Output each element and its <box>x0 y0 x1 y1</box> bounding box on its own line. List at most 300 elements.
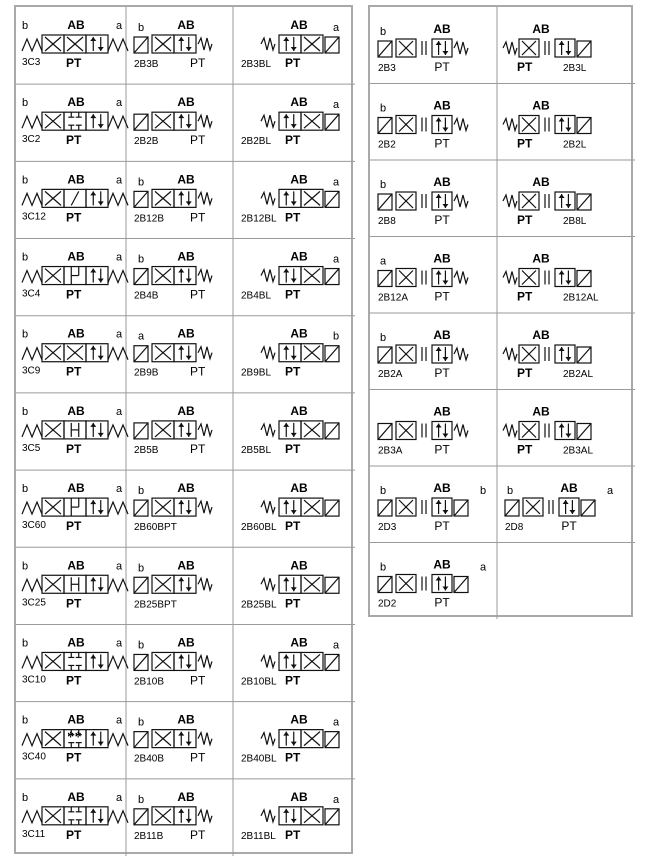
spring-icon <box>261 347 275 359</box>
valve-symbol-cell <box>22 18 128 70</box>
valve-box-icon <box>174 498 196 516</box>
valve-code: 2B60BPT <box>134 522 177 534</box>
valve-symbol-cell <box>22 481 128 533</box>
valve-symbol-cell <box>22 635 128 687</box>
valve-symbol-cell <box>503 175 591 227</box>
port-label-pt: PT <box>66 210 82 225</box>
arrowhead-icon <box>436 500 442 504</box>
flow-line-icon <box>71 191 78 205</box>
port-label-ab: AB <box>177 95 195 110</box>
valve-box-icon <box>432 422 452 440</box>
valve-symbol-cell <box>22 250 128 302</box>
valve-code: 3C60 <box>22 520 46 532</box>
solenoid-slash-icon <box>325 346 339 362</box>
port-label-ab: AB <box>433 557 451 572</box>
spring-icon <box>261 192 275 204</box>
valve-code: 2B25BPT <box>134 599 177 611</box>
arrowhead-icon <box>178 500 184 504</box>
spring-icon <box>22 656 42 668</box>
port-label-b: b <box>22 174 29 187</box>
solenoid-slash-icon <box>134 423 148 439</box>
solenoid-slash-icon <box>378 118 392 134</box>
port-label-b: b <box>138 485 145 498</box>
valve-code: 2B12A <box>378 292 409 304</box>
valve-code: 3C5 <box>22 442 41 454</box>
valve-code: 2B5B <box>134 444 159 456</box>
port-label-ab: AB <box>177 403 195 418</box>
arrowhead-icon <box>90 423 96 427</box>
valve-code: 2B3B <box>134 59 159 70</box>
port-label-b: b <box>138 639 145 652</box>
port-label-b: b <box>22 20 29 32</box>
arrowhead-icon <box>291 664 297 668</box>
port-label-ab: AB <box>290 172 308 187</box>
arrowhead-icon <box>559 194 565 198</box>
port-label-pt: PT <box>434 519 450 533</box>
valve-code: 3C40 <box>22 751 46 763</box>
port-label-pt: PT <box>434 442 450 457</box>
valve-code: 2B60BL <box>241 522 277 534</box>
valve-box-icon <box>86 267 108 285</box>
spring-icon <box>108 656 128 668</box>
arrowhead-icon <box>90 269 96 273</box>
arrowhead-icon <box>178 809 184 813</box>
port-label-ab: AB <box>67 326 85 341</box>
valve-symbol-cell <box>378 405 468 457</box>
arrowhead-icon <box>283 191 289 195</box>
spring-icon <box>261 578 275 590</box>
arrowhead-icon <box>291 510 297 514</box>
solenoid-slash-icon <box>577 424 591 440</box>
valve-code: 2B2 <box>378 139 396 151</box>
arrowhead-icon <box>565 128 571 132</box>
spring-icon <box>503 195 517 207</box>
port-label-pt: PT <box>434 366 450 380</box>
valve-code: 2B12B <box>134 213 165 225</box>
port-label-b: b <box>138 562 145 575</box>
spring-icon <box>261 424 275 436</box>
arrowhead-icon <box>283 37 289 41</box>
port-label-pt: PT <box>285 441 301 456</box>
valve-box-icon <box>174 652 196 670</box>
right-symbol-grid <box>370 7 635 619</box>
port-label-ab: AB <box>67 18 85 32</box>
port-label-ab: AB <box>177 249 195 264</box>
spring-icon <box>198 655 212 667</box>
port-label-ab: AB <box>177 172 195 187</box>
port-label-ab: AB <box>290 558 308 573</box>
port-label-b: b <box>22 714 29 727</box>
port-label-ab: AB <box>290 403 308 418</box>
arrowhead-icon <box>98 124 104 128</box>
arrowhead-icon <box>186 201 192 205</box>
port-label-ab: AB <box>67 789 85 804</box>
valve-center-box-icon <box>64 112 86 130</box>
solenoid-slash-icon <box>577 194 591 210</box>
port-label-a: a <box>116 483 123 496</box>
port-label-pt: PT <box>66 287 82 302</box>
port-label-ab: AB <box>177 712 195 727</box>
valve-symbol-cell <box>503 328 593 380</box>
port-label-b: b <box>22 97 29 110</box>
valve-code: 2B3 <box>378 63 396 74</box>
arrowhead-icon <box>436 118 442 122</box>
port-label-ab: AB <box>532 251 550 266</box>
valve-box-icon <box>279 730 301 748</box>
arrowhead-icon <box>178 423 184 427</box>
port-label-b: b <box>507 485 514 497</box>
valve-code: 2B4BL <box>241 290 272 302</box>
valve-code: 2B11BL <box>241 830 276 842</box>
spring-icon <box>261 38 275 50</box>
port-label-ab: AB <box>177 18 195 32</box>
port-label-b: b <box>22 328 29 341</box>
spring-icon <box>503 119 517 131</box>
arrowhead-icon <box>442 357 448 361</box>
solenoid-slash-icon <box>378 41 392 57</box>
valve-symbol-cell <box>503 252 599 304</box>
spring-icon <box>108 348 128 360</box>
solenoid-slash-icon <box>134 500 148 516</box>
valve-symbol-cell <box>378 175 468 227</box>
valve-symbol-cell <box>241 327 339 379</box>
port-label-pt: PT <box>190 287 206 302</box>
port-label-ab: AB <box>290 326 308 341</box>
valve-box-icon <box>432 498 452 516</box>
port-label-b: b <box>138 22 145 34</box>
arrowhead-icon <box>442 434 448 438</box>
valve-code: 3C4 <box>22 288 41 300</box>
spring-icon <box>22 39 42 51</box>
port-label-ab: AB <box>177 326 195 341</box>
port-label-ab: AB <box>290 249 308 264</box>
valve-symbol-cell <box>134 250 212 302</box>
spring-icon <box>198 270 212 282</box>
port-label-pt: PT <box>190 441 206 456</box>
arrowhead-icon <box>186 510 192 514</box>
arrowhead-icon <box>98 664 104 668</box>
valve-symbol-cell <box>378 252 468 304</box>
arrowhead-icon <box>442 51 448 55</box>
valve-code: 2B40BL <box>241 753 277 765</box>
valve-symbol-cell <box>134 713 212 765</box>
port-label-pt: PT <box>517 136 533 151</box>
port-label-ab: AB <box>532 98 550 113</box>
arrowhead-icon <box>559 271 565 275</box>
spring-icon <box>22 348 42 360</box>
spring-icon <box>454 425 468 437</box>
arrowhead-icon <box>98 201 104 205</box>
port-label-b: b <box>22 791 29 804</box>
valve-box-icon <box>174 807 196 825</box>
valve-code: 3C11 <box>22 828 46 840</box>
port-label-pt: PT <box>66 673 82 688</box>
arrowhead-icon <box>283 732 289 736</box>
valve-symbol-cell <box>134 327 212 379</box>
valve-box-icon <box>279 652 301 670</box>
arrowhead-icon <box>178 191 184 195</box>
valve-box-icon <box>432 269 452 287</box>
valve-center-box-icon <box>64 652 86 670</box>
arrowhead-icon <box>186 279 192 283</box>
arrowhead-icon <box>186 587 192 591</box>
valve-code: 2B11B <box>134 830 164 842</box>
port-label-a: a <box>333 639 340 652</box>
valve-box-icon <box>279 575 301 593</box>
port-label-a: a <box>116 20 123 32</box>
arrowhead-icon <box>436 41 442 45</box>
solenoid-slash-icon <box>325 269 339 285</box>
arrowhead-icon <box>559 347 565 351</box>
valve-code: 2B25BL <box>241 599 277 611</box>
arrowhead-icon <box>283 500 289 504</box>
arrowhead-icon <box>442 281 448 285</box>
spring-icon <box>108 734 128 746</box>
valve-box-icon <box>432 116 452 134</box>
port-label-ab: AB <box>433 404 451 419</box>
valve-box-icon <box>174 189 196 207</box>
port-label-a: a <box>116 714 123 727</box>
solenoid-slash-icon <box>134 577 148 593</box>
port-label-ab: AB <box>532 175 550 189</box>
spring-icon <box>108 116 128 128</box>
port-label-ab: AB <box>177 789 195 804</box>
port-label-pt: PT <box>285 364 301 379</box>
spring-icon <box>261 810 275 822</box>
arrowhead-icon <box>178 577 184 581</box>
valve-box-icon <box>555 422 575 440</box>
arrowhead-icon <box>436 194 442 198</box>
valve-box-icon <box>555 192 575 210</box>
solenoid-slash-icon <box>325 423 339 439</box>
valve-symbol-cell <box>241 172 340 224</box>
spring-icon <box>22 425 42 437</box>
port-label-pt: PT <box>285 519 301 534</box>
spring-icon <box>198 501 212 513</box>
arrowhead-icon <box>291 356 297 360</box>
arrowhead-icon <box>98 433 104 437</box>
arrowhead-icon <box>186 742 192 746</box>
port-label-b: b <box>380 102 387 115</box>
valve-symbol-cell <box>134 95 212 147</box>
arrowhead-icon <box>436 424 442 428</box>
arrowhead-icon <box>283 269 289 273</box>
valve-code: 2B12BL <box>241 213 277 225</box>
valve-code: 2B12AL <box>563 292 599 304</box>
valve-box-icon <box>174 35 196 53</box>
spring-icon <box>454 195 468 207</box>
port-label-b: b <box>138 176 145 189</box>
valve-symbol-cell <box>241 481 339 533</box>
valve-box-icon <box>279 267 301 285</box>
arrowhead-icon <box>565 434 571 438</box>
valve-box-icon <box>86 498 108 516</box>
port-label-b: b <box>22 251 29 264</box>
spring-icon <box>22 502 42 514</box>
port-label-ab: AB <box>177 558 195 573</box>
arrowhead-icon <box>90 809 96 813</box>
spring-icon <box>261 733 275 745</box>
port-label-ab: AB <box>67 635 85 650</box>
arrowhead-icon <box>90 654 96 658</box>
port-label-pt: PT <box>190 56 206 70</box>
valve-code: 2B2L <box>563 139 587 151</box>
arrowhead-icon <box>178 654 184 658</box>
valve-symbol-cell <box>22 95 128 147</box>
port-label-a: a <box>116 174 123 187</box>
port-label-pt: PT <box>517 60 533 74</box>
valve-symbol-cell <box>22 327 128 379</box>
port-label-pt: PT <box>285 596 301 611</box>
valve-symbol-cell <box>241 790 340 842</box>
valve-code: 2B2B <box>134 136 159 148</box>
arrowhead-icon <box>436 347 442 351</box>
solenoid-slash-icon <box>378 347 392 363</box>
valve-code: 2D2 <box>378 598 397 610</box>
port-label-pt: PT <box>66 519 82 534</box>
arrowhead-icon <box>559 41 565 45</box>
arrowhead-icon <box>178 37 184 41</box>
port-label-a: a <box>116 405 123 418</box>
port-label-pt: PT <box>561 519 577 533</box>
spring-icon <box>261 115 275 127</box>
port-label-ab: AB <box>67 95 85 110</box>
port-label-ab: AB <box>67 403 85 418</box>
arrowhead-icon <box>291 742 297 746</box>
valve-box-icon <box>86 421 108 439</box>
port-label-pt: PT <box>517 366 533 380</box>
port-label-b: b <box>380 332 387 344</box>
port-label-pt: PT <box>434 289 450 304</box>
port-label-pt: PT <box>434 60 450 74</box>
solenoid-slash-icon <box>325 114 339 130</box>
arrowhead-icon <box>186 47 192 51</box>
port-label-ab: AB <box>67 712 85 727</box>
valve-code: 2B10B <box>134 676 165 688</box>
solenoid-slash-icon <box>134 191 148 207</box>
port-label-ab: AB <box>290 789 308 804</box>
valve-code: 2B10BL <box>241 676 277 688</box>
valve-box-icon <box>559 498 579 516</box>
spring-icon <box>503 42 517 54</box>
solenoid-slash-icon <box>134 346 148 362</box>
arrowhead-icon <box>98 279 104 283</box>
valve-code: 2B9BL <box>241 367 272 379</box>
port-label-ab: AB <box>433 328 451 342</box>
port-label-b: b <box>22 483 29 496</box>
arrowhead-icon <box>291 201 297 205</box>
spring-icon <box>108 811 128 823</box>
port-label-ab: AB <box>290 712 308 727</box>
valve-center-box-icon <box>64 807 86 825</box>
valve-symbol-cell <box>134 404 212 456</box>
spring-icon <box>22 193 42 205</box>
valve-code: 3C9 <box>22 365 41 377</box>
spring-icon <box>503 425 517 437</box>
spring-icon <box>108 39 128 51</box>
arrowhead-icon <box>442 204 448 208</box>
port-label-a: b <box>480 485 487 497</box>
valve-code: 2B3AL <box>563 445 594 457</box>
valve-symbol-cell <box>134 558 212 610</box>
port-label-a: a <box>607 485 614 497</box>
valve-box-icon <box>86 807 108 825</box>
solenoid-slash-icon <box>134 37 148 53</box>
spring-icon <box>198 38 212 50</box>
left-symbol-grid <box>16 7 355 856</box>
port-label-pt: PT <box>285 750 301 765</box>
port-label-a: a <box>333 253 340 266</box>
valve-symbol-cell <box>241 18 340 70</box>
spring-icon <box>22 811 42 823</box>
solenoid-slash-icon <box>134 269 148 285</box>
valve-symbol-cell <box>134 635 212 687</box>
port-label-ab: AB <box>290 95 308 110</box>
solenoid-slash-icon <box>134 732 148 748</box>
valve-box-icon <box>279 498 301 516</box>
valve-code: 2B2BL <box>241 136 272 148</box>
port-label-a: a <box>116 637 123 650</box>
port-label-b: a <box>138 330 145 343</box>
port-label-a: a <box>116 560 123 573</box>
spring-icon <box>454 119 468 131</box>
valve-box-icon <box>432 39 452 57</box>
port-label-ab: AB <box>532 22 550 36</box>
port-label-pt: PT <box>190 673 206 688</box>
valve-code: 2B9B <box>134 367 159 379</box>
port-label-b: b <box>22 560 29 573</box>
port-label-ab: AB <box>433 22 451 36</box>
valve-code: 3C2 <box>22 134 41 146</box>
port-label-a: a <box>116 791 123 804</box>
arrowhead-icon <box>565 51 571 55</box>
valve-symbol-cell <box>22 790 128 842</box>
solenoid-slash-icon <box>325 37 339 53</box>
port-label-a: a <box>333 176 340 189</box>
arrowhead-icon <box>98 47 104 51</box>
solenoid-slash-icon <box>454 577 468 593</box>
arrowhead-icon <box>565 281 571 285</box>
solenoid-slash-icon <box>134 654 148 670</box>
solenoid-slash-icon <box>378 424 392 440</box>
valve-box-icon <box>555 39 575 57</box>
arrowhead-icon <box>90 191 96 195</box>
valve-box-icon <box>174 267 196 285</box>
arrowhead-icon <box>178 346 184 350</box>
valve-box-icon <box>432 345 452 363</box>
arrowhead-icon <box>90 346 96 350</box>
valve-symbol-cell <box>241 558 339 610</box>
port-label-a: a <box>333 22 340 34</box>
port-label-pt: PT <box>190 133 206 148</box>
arrowhead-icon <box>436 271 442 275</box>
valve-symbol-cell <box>134 172 212 224</box>
solenoid-slash-icon <box>325 577 339 593</box>
valve-symbol-cell <box>378 558 487 610</box>
check-valve-icon: ✻ <box>67 730 74 740</box>
spring-icon <box>503 272 517 284</box>
solenoid-slash-icon <box>325 654 339 670</box>
valve-box-icon <box>174 575 196 593</box>
valve-symbol-cell <box>22 172 128 224</box>
arrowhead-icon <box>90 577 96 581</box>
arrowhead-icon <box>98 356 104 360</box>
port-label-pt: PT <box>517 213 533 227</box>
valve-box-icon <box>86 344 108 362</box>
port-label-ab: AB <box>177 481 195 496</box>
arrowhead-icon <box>442 128 448 132</box>
solenoid-slash-icon <box>577 347 591 363</box>
